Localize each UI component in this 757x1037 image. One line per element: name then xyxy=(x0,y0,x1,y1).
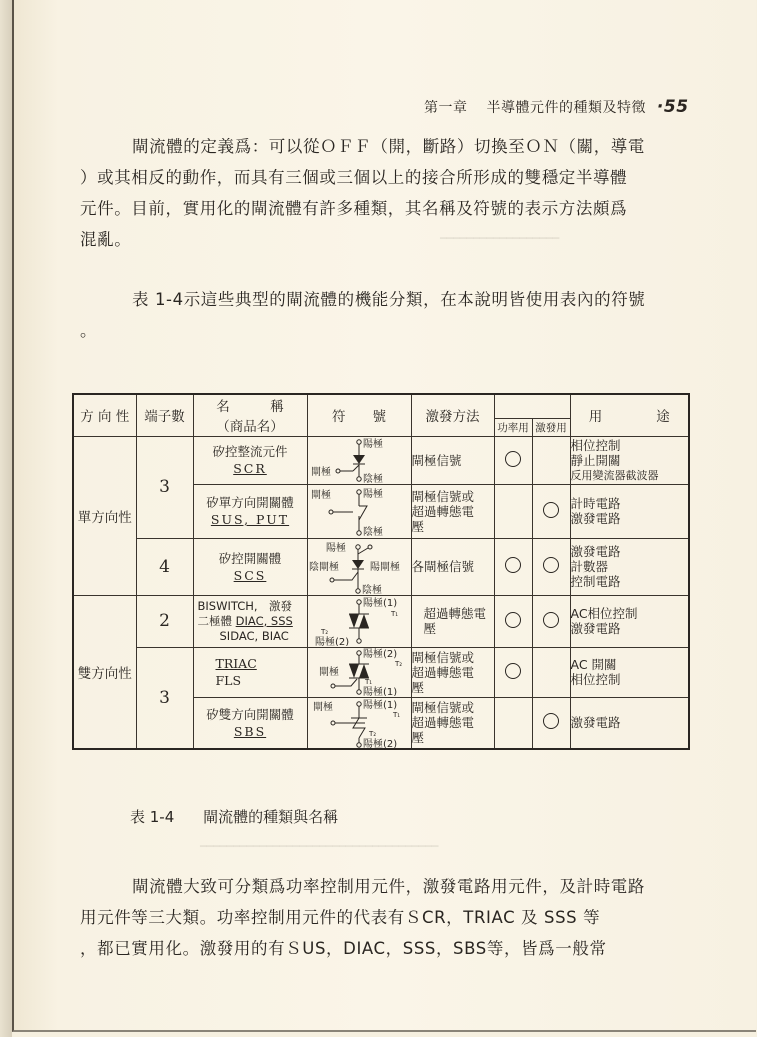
chapter-label: 第一章 xyxy=(424,100,468,116)
symbol-cell xyxy=(307,436,411,484)
device-name-cell xyxy=(193,538,307,595)
text-line: ）或其相反的動作，而具有三個或三個以上的接合所形成的雙穩定半導體 xyxy=(80,168,628,187)
svg-text:閘極: 閘極 xyxy=(311,490,331,501)
svg-text:陽極: 陽極 xyxy=(363,489,383,500)
table-header-row xyxy=(73,394,689,418)
trigger-use-mark xyxy=(532,647,570,697)
application: 相位控制 靜止開關 反用變流器截波器 xyxy=(570,436,689,484)
device-name-cell xyxy=(193,647,307,697)
power-use-mark xyxy=(494,595,532,647)
svg-text:閘極: 閘極 xyxy=(311,467,331,478)
terminal-count: 4 xyxy=(136,538,193,595)
trigger-method: 閘極信號或 超過轉態電 壓 xyxy=(411,647,494,697)
application: 激發電路 xyxy=(570,697,689,749)
text-line: 閘流體大致可分類爲功率控制用元件，激發電路用元件，及計時電路 xyxy=(132,877,645,896)
svg-text:陽極(1): 陽極(1) xyxy=(363,699,398,711)
power-use-mark xyxy=(494,697,532,749)
chapter-title: 半導體元件的種類及特徵 xyxy=(486,100,646,116)
svg-text:閘極: 閘極 xyxy=(313,701,333,713)
circle-mark-icon xyxy=(505,451,521,467)
direction-unidirectional: 單方向性 xyxy=(73,436,136,595)
symbol-cell xyxy=(307,484,411,538)
application: AC 開關 相位控制 xyxy=(570,647,689,697)
device-name: 矽雙方向開關體 xyxy=(206,706,294,722)
symbol-cell xyxy=(307,538,411,595)
trigger-use-mark xyxy=(532,697,570,749)
running-head xyxy=(424,97,689,117)
device-name-cell: BISWITCH, 激發 二極體 DIAC, SSS SIDAC, BIAC xyxy=(193,595,307,647)
header-name xyxy=(193,394,307,436)
paragraph-definition xyxy=(80,131,672,255)
power-use-mark xyxy=(494,647,532,697)
device-name: 矽單方向開關體 xyxy=(206,495,294,510)
svg-text:陰極: 陰極 xyxy=(363,474,383,483)
text-line: 表 1-4示這些典型的閘流體的機能分類，在本說明皆使用表內的符號 xyxy=(132,290,646,309)
circle-mark-icon xyxy=(505,663,521,679)
table-row xyxy=(73,647,689,697)
symbol-cell xyxy=(307,697,411,749)
paragraph-table-intro xyxy=(80,284,672,346)
header-terminals: 端子數 xyxy=(136,394,193,436)
book-spine-shadow xyxy=(0,0,12,1037)
caption-label: 表 1-4 xyxy=(130,808,175,826)
svg-text:T₂: T₂ xyxy=(369,729,377,738)
trigger-method: 各閘極信號 xyxy=(411,538,494,595)
trade-name: SCS xyxy=(233,567,267,583)
header-name-line1: 名 稱 xyxy=(216,399,284,416)
svg-text:陽極(2): 陽極(2) xyxy=(363,738,398,748)
svg-text:陽極(2): 陽極(2) xyxy=(315,637,350,646)
svg-text:T₂: T₂ xyxy=(395,660,403,668)
svg-text:陰極: 陰極 xyxy=(363,527,383,536)
device-name-cell xyxy=(193,436,307,484)
svg-text:陽極(1): 陽極(1) xyxy=(363,687,398,696)
table-row xyxy=(73,595,689,647)
svg-text:T₁: T₁ xyxy=(365,678,373,686)
svg-text:陽極: 陽極 xyxy=(363,439,383,450)
sus-symbol-icon xyxy=(309,486,409,536)
table-row xyxy=(73,436,689,484)
trigger-method: 閘極信號 xyxy=(411,436,494,484)
symbol-cell xyxy=(307,595,411,647)
header-usage-group xyxy=(494,394,570,418)
circle-mark-icon xyxy=(543,612,559,628)
header-symbol: 符 號 xyxy=(307,394,411,436)
page-number: ·55 xyxy=(656,97,689,117)
svg-text:陽極(1): 陽極(1) xyxy=(363,598,398,609)
trigger-method: 超過轉態電 壓 xyxy=(411,595,494,647)
application: 激發電路 計數器 控制電路 xyxy=(570,538,689,595)
circle-mark-icon xyxy=(505,612,521,628)
header-trigger-use: 激發用 xyxy=(532,418,570,436)
device-name: 矽控開關體 xyxy=(218,550,282,566)
power-use-mark xyxy=(494,538,532,595)
device-name: BISWITCH, 激發 xyxy=(197,598,293,613)
bleed-through-text: ━━━━━━━━━━━━━━━━━━ xyxy=(440,232,560,245)
svg-text:陰極: 陰極 xyxy=(361,584,382,594)
svg-text:T₁: T₁ xyxy=(391,610,399,618)
text-line: 。 xyxy=(80,321,98,340)
header-power-use: 功率用 xyxy=(494,418,532,436)
power-use-mark xyxy=(494,484,532,538)
table-row xyxy=(73,538,689,595)
trigger-method: 閘極信號或 超過轉態電 壓 xyxy=(411,484,494,538)
text-line: 閘流體的定義爲：可以從ＯＦＦ（開，斷路）切換至ＯＮ（關，導電 xyxy=(132,137,645,156)
svg-text:T₂: T₂ xyxy=(321,628,329,636)
text-line: 用元件等三大類。功率控制用元件的代表有ＳCR，TRIAC 及 SSS 等 xyxy=(80,908,601,927)
trigger-use-mark xyxy=(532,436,570,484)
terminal-count: 2 xyxy=(136,595,193,647)
bleed-through-text: ━━━━━━━━━━━━━━━━━━━━━━━━━━━━━━━━━━━━ xyxy=(200,840,439,853)
device-name-cell xyxy=(193,697,307,749)
symbol-cell xyxy=(307,647,411,697)
header-direction: 方 向 性 xyxy=(73,394,136,436)
terminal-count: 3 xyxy=(136,647,193,749)
caption-text: 閘流體的種類與名稱 xyxy=(203,808,339,826)
trigger-use-mark xyxy=(532,484,570,538)
circle-mark-icon xyxy=(543,502,559,518)
device-name: 矽控整流元件 xyxy=(212,444,288,459)
circle-mark-icon xyxy=(543,557,559,573)
svg-text:閘極: 閘極 xyxy=(319,667,339,678)
trade-name: SBS xyxy=(233,723,267,739)
circle-mark-icon xyxy=(505,557,521,573)
svg-text:陽極(2): 陽極(2) xyxy=(363,649,398,660)
sbs-symbol-icon xyxy=(309,698,409,748)
thyristor-table xyxy=(72,393,690,750)
svg-text:陽閘極: 陽閘極 xyxy=(369,561,400,573)
circle-mark-icon xyxy=(543,713,559,729)
application: 計時電路 激發電路 xyxy=(570,484,689,538)
terminal-count: 3 xyxy=(136,436,193,538)
diac-symbol-icon xyxy=(309,596,409,646)
triac-symbol-icon xyxy=(309,648,409,696)
svg-text:陽極: 陽極 xyxy=(325,542,346,554)
device-name-cell xyxy=(193,484,307,538)
svg-text:陰閘極: 陰閘極 xyxy=(308,561,339,573)
trade-name: SUS, PUT xyxy=(210,512,290,527)
power-use-mark xyxy=(494,436,532,484)
application: AC相位控制 激發電路 xyxy=(570,595,689,647)
paragraph-classification xyxy=(80,871,672,964)
header-application: 用 途 xyxy=(570,394,689,436)
text-line: 混亂。 xyxy=(80,230,132,249)
trigger-use-mark xyxy=(532,538,570,595)
table-caption xyxy=(130,806,338,827)
direction-bidirectional: 雙方向性 xyxy=(73,595,136,749)
trade-name: FLS xyxy=(215,673,242,688)
trigger-method: 閘極信號或 超過轉態電 壓 xyxy=(411,697,494,749)
text-line: 元件。目前，實用化的閘流體有許多種類，其名稱及符號的表示方法頗爲 xyxy=(80,199,628,218)
scs-symbol-icon xyxy=(308,540,412,594)
svg-text:T₁: T₁ xyxy=(393,710,401,719)
scr-symbol-icon xyxy=(309,437,409,483)
header-name-line2: （商品名） xyxy=(216,419,284,436)
trade-name: SCR xyxy=(233,461,267,476)
text-line: ，都已實用化。激發用的有ＳUS，DIAC，SSS，SBS等，皆爲一般常 xyxy=(80,939,607,958)
header-trigger: 激發方法 xyxy=(411,394,494,436)
trade-name: TRIAC xyxy=(215,656,257,671)
trigger-use-mark xyxy=(532,595,570,647)
